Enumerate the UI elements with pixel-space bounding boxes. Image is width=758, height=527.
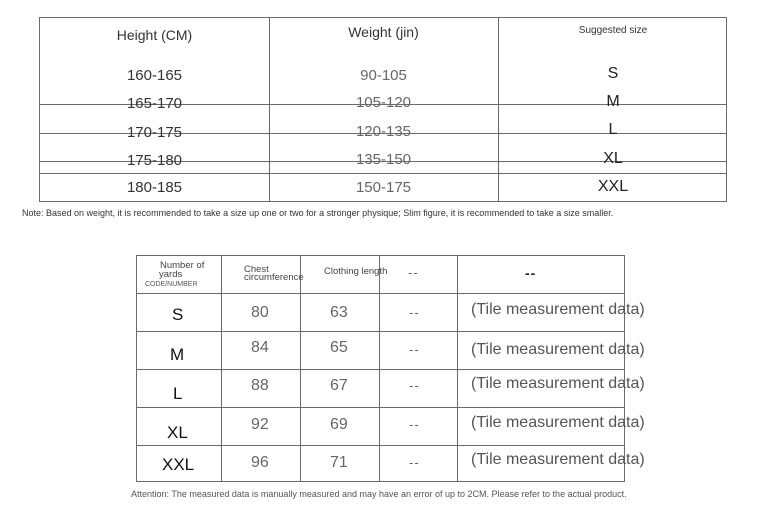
- table-cell: 170-175: [126, 124, 183, 141]
- length-value: 69: [330, 416, 348, 433]
- chest-value: 80: [251, 304, 269, 321]
- tile-note: (Tile measurement data): [471, 414, 645, 431]
- chest-value: 92: [251, 416, 269, 433]
- header-dash-last: --: [525, 265, 537, 281]
- header-chest-line1: Chest: [244, 264, 269, 275]
- measurement-table: [136, 255, 645, 482]
- extra-value: --: [409, 455, 420, 470]
- extra-value: --: [409, 342, 420, 357]
- table-divider: [137, 293, 624, 294]
- chest-value: 84: [251, 339, 269, 356]
- column-divider: [221, 256, 222, 481]
- header-number-line1: Number of: [160, 260, 205, 271]
- table-cell: 180-185: [126, 179, 183, 196]
- table-cell: 160-165: [126, 67, 183, 84]
- size-label: M: [170, 345, 185, 364]
- header-chest-line2: circumference: [244, 272, 304, 283]
- header-suggested-size: Suggested size: [578, 25, 648, 36]
- table-cell: L: [608, 121, 618, 138]
- extra-value: --: [409, 378, 420, 393]
- table-cell: 120-135: [355, 123, 412, 140]
- tile-note: (Tile measurement data): [471, 451, 645, 468]
- table-cell: XL: [603, 150, 623, 167]
- table-cell: 90-105: [360, 67, 407, 84]
- chest-value: 88: [251, 377, 269, 394]
- extra-value: --: [409, 417, 420, 432]
- tile-note: (Tile measurement data): [471, 301, 645, 318]
- table-cell: 135-150: [355, 151, 412, 168]
- column-divider: [300, 256, 301, 481]
- header-dash: --: [408, 265, 419, 280]
- size-label: XL: [167, 423, 188, 442]
- header-weight: Weight (jin): [348, 24, 419, 40]
- tile-note: (Tile measurement data): [471, 341, 645, 358]
- column-divider: [379, 256, 380, 481]
- size-recommendation-table: [39, 17, 727, 202]
- length-value: 67: [330, 377, 348, 394]
- size-label: S: [172, 305, 184, 324]
- header-code-number: CODE/NUMBER: [145, 281, 198, 288]
- table-cell: 105-120: [355, 94, 412, 111]
- table-divider: [137, 407, 624, 408]
- table-divider: [40, 173, 726, 174]
- extra-value: --: [409, 305, 420, 320]
- table-cell: 150-175: [355, 179, 412, 196]
- table-divider: [137, 331, 624, 332]
- header-number-line2: yards: [159, 269, 183, 280]
- table-cell: 165-170: [126, 95, 183, 112]
- header-height: Height (CM): [116, 27, 193, 43]
- attention-note: Attention: The measured data is manually measured and may have an error of up to 2CM. Please refer to the actual product.: [131, 489, 627, 499]
- table-divider: [137, 445, 624, 446]
- size-label: XXL: [162, 455, 195, 474]
- size-label: L: [173, 384, 183, 403]
- header-clothing-length: Clothing length: [324, 266, 388, 277]
- table-divider: [137, 369, 624, 370]
- length-value: 71: [330, 454, 348, 471]
- length-value: 65: [330, 339, 348, 356]
- column-divider: [457, 256, 458, 481]
- table-cell: XXL: [597, 178, 629, 195]
- length-value: 63: [330, 304, 348, 321]
- chest-value: 96: [251, 454, 269, 471]
- table-cell: S: [607, 65, 619, 82]
- table-cell: M: [606, 93, 620, 110]
- size-note: Note: Based on weight, it is recommended to take a size up one or two for a stronger physique; Slim figure, it is recommended to take a size smaller.: [22, 208, 614, 218]
- tile-note: (Tile measurement data): [471, 375, 645, 392]
- table-cell: 175-180: [126, 152, 183, 169]
